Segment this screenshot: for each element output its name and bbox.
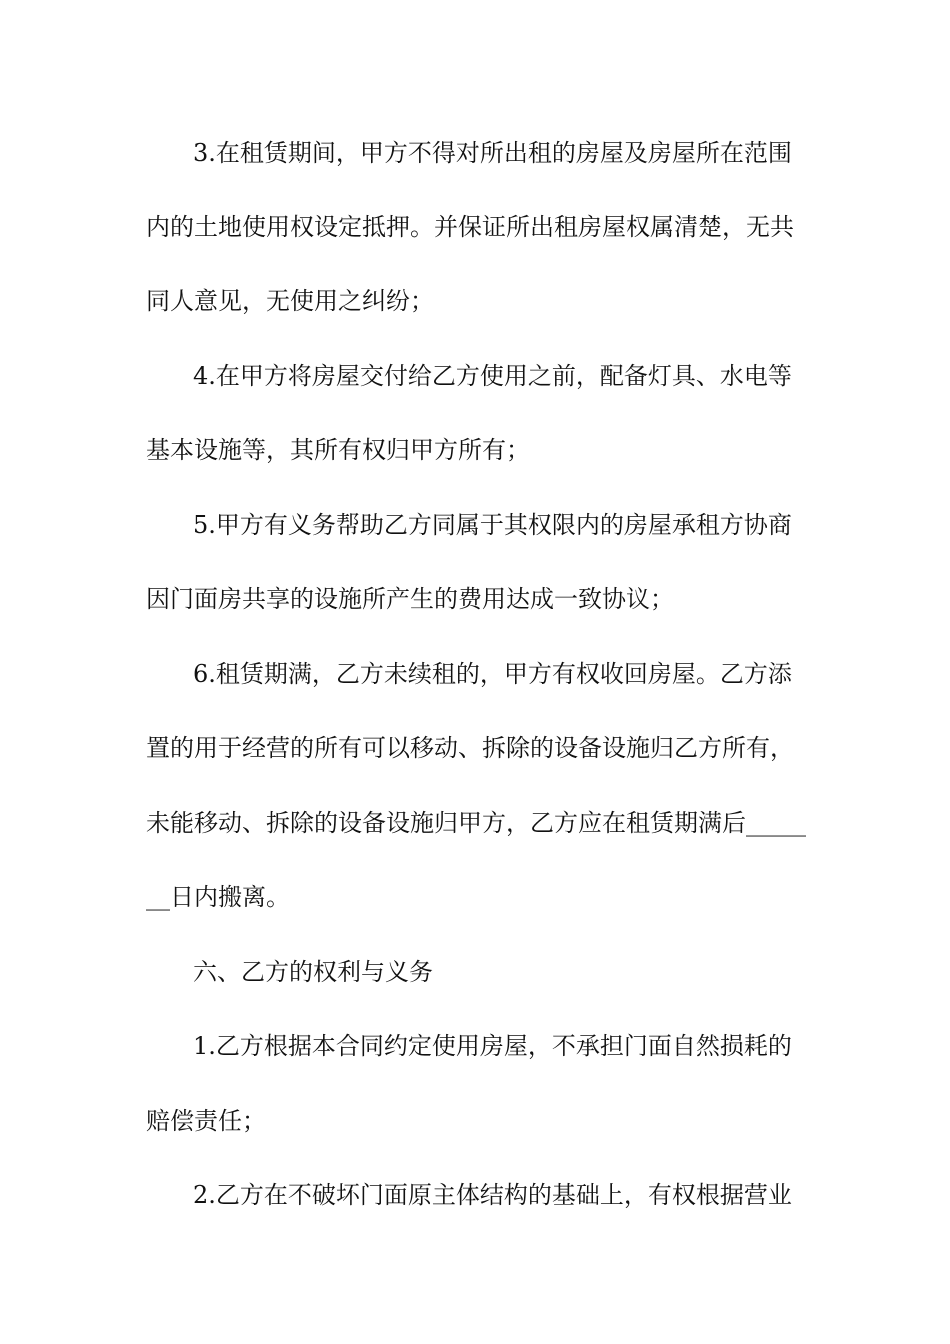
section-6-item-1-line-1: 1.乙方根据本合同约定使用房屋，不承担门面自然损耗的 — [193, 1032, 792, 1060]
paragraph-5-line-2: 因门面房共享的设施所产生的费用达成一致协议； — [146, 585, 674, 613]
paragraph-3-line-2: 内的土地使用权设定抵押。并保证所出租房屋权属清楚，无共 — [146, 213, 794, 241]
section-6-item-2-line-1: 2.乙方在不破坏门面原主体结构的基础上，有权根据营业 — [193, 1181, 792, 1209]
paragraph-6-line-4: __日内搬离。 — [146, 883, 290, 911]
paragraph-4-line-2: 基本设施等，其所有权归甲方所有； — [146, 436, 530, 464]
paragraph-3-line-1: 3.在租赁期间，甲方不得对所出租的房屋及房屋所在范围 — [193, 139, 792, 167]
section-6-item-1-line-2: 赔偿责任； — [146, 1107, 266, 1135]
paragraph-3-line-3: 同人意见，无使用之纠纷； — [146, 287, 434, 315]
paragraph-6-line-2: 置的用于经营的所有可以移动、拆除的设备设施归乙方所有， — [146, 734, 794, 762]
paragraph-6-line-1: 6.租赁期满，乙方未续租的，甲方有权收回房屋。乙方添 — [193, 660, 792, 688]
section-heading-6: 六、乙方的权利与义务 — [193, 958, 433, 986]
paragraph-6-line-3: 未能移动、拆除的设备设施归甲方，乙方应在租赁期满后_____ — [146, 809, 806, 837]
paragraph-4-line-1: 4.在甲方将房屋交付给乙方使用之前，配备灯具、水电等 — [193, 362, 792, 390]
paragraph-5-line-1: 5.甲方有义务帮助乙方同属于其权限内的房屋承租方协商 — [193, 511, 792, 539]
